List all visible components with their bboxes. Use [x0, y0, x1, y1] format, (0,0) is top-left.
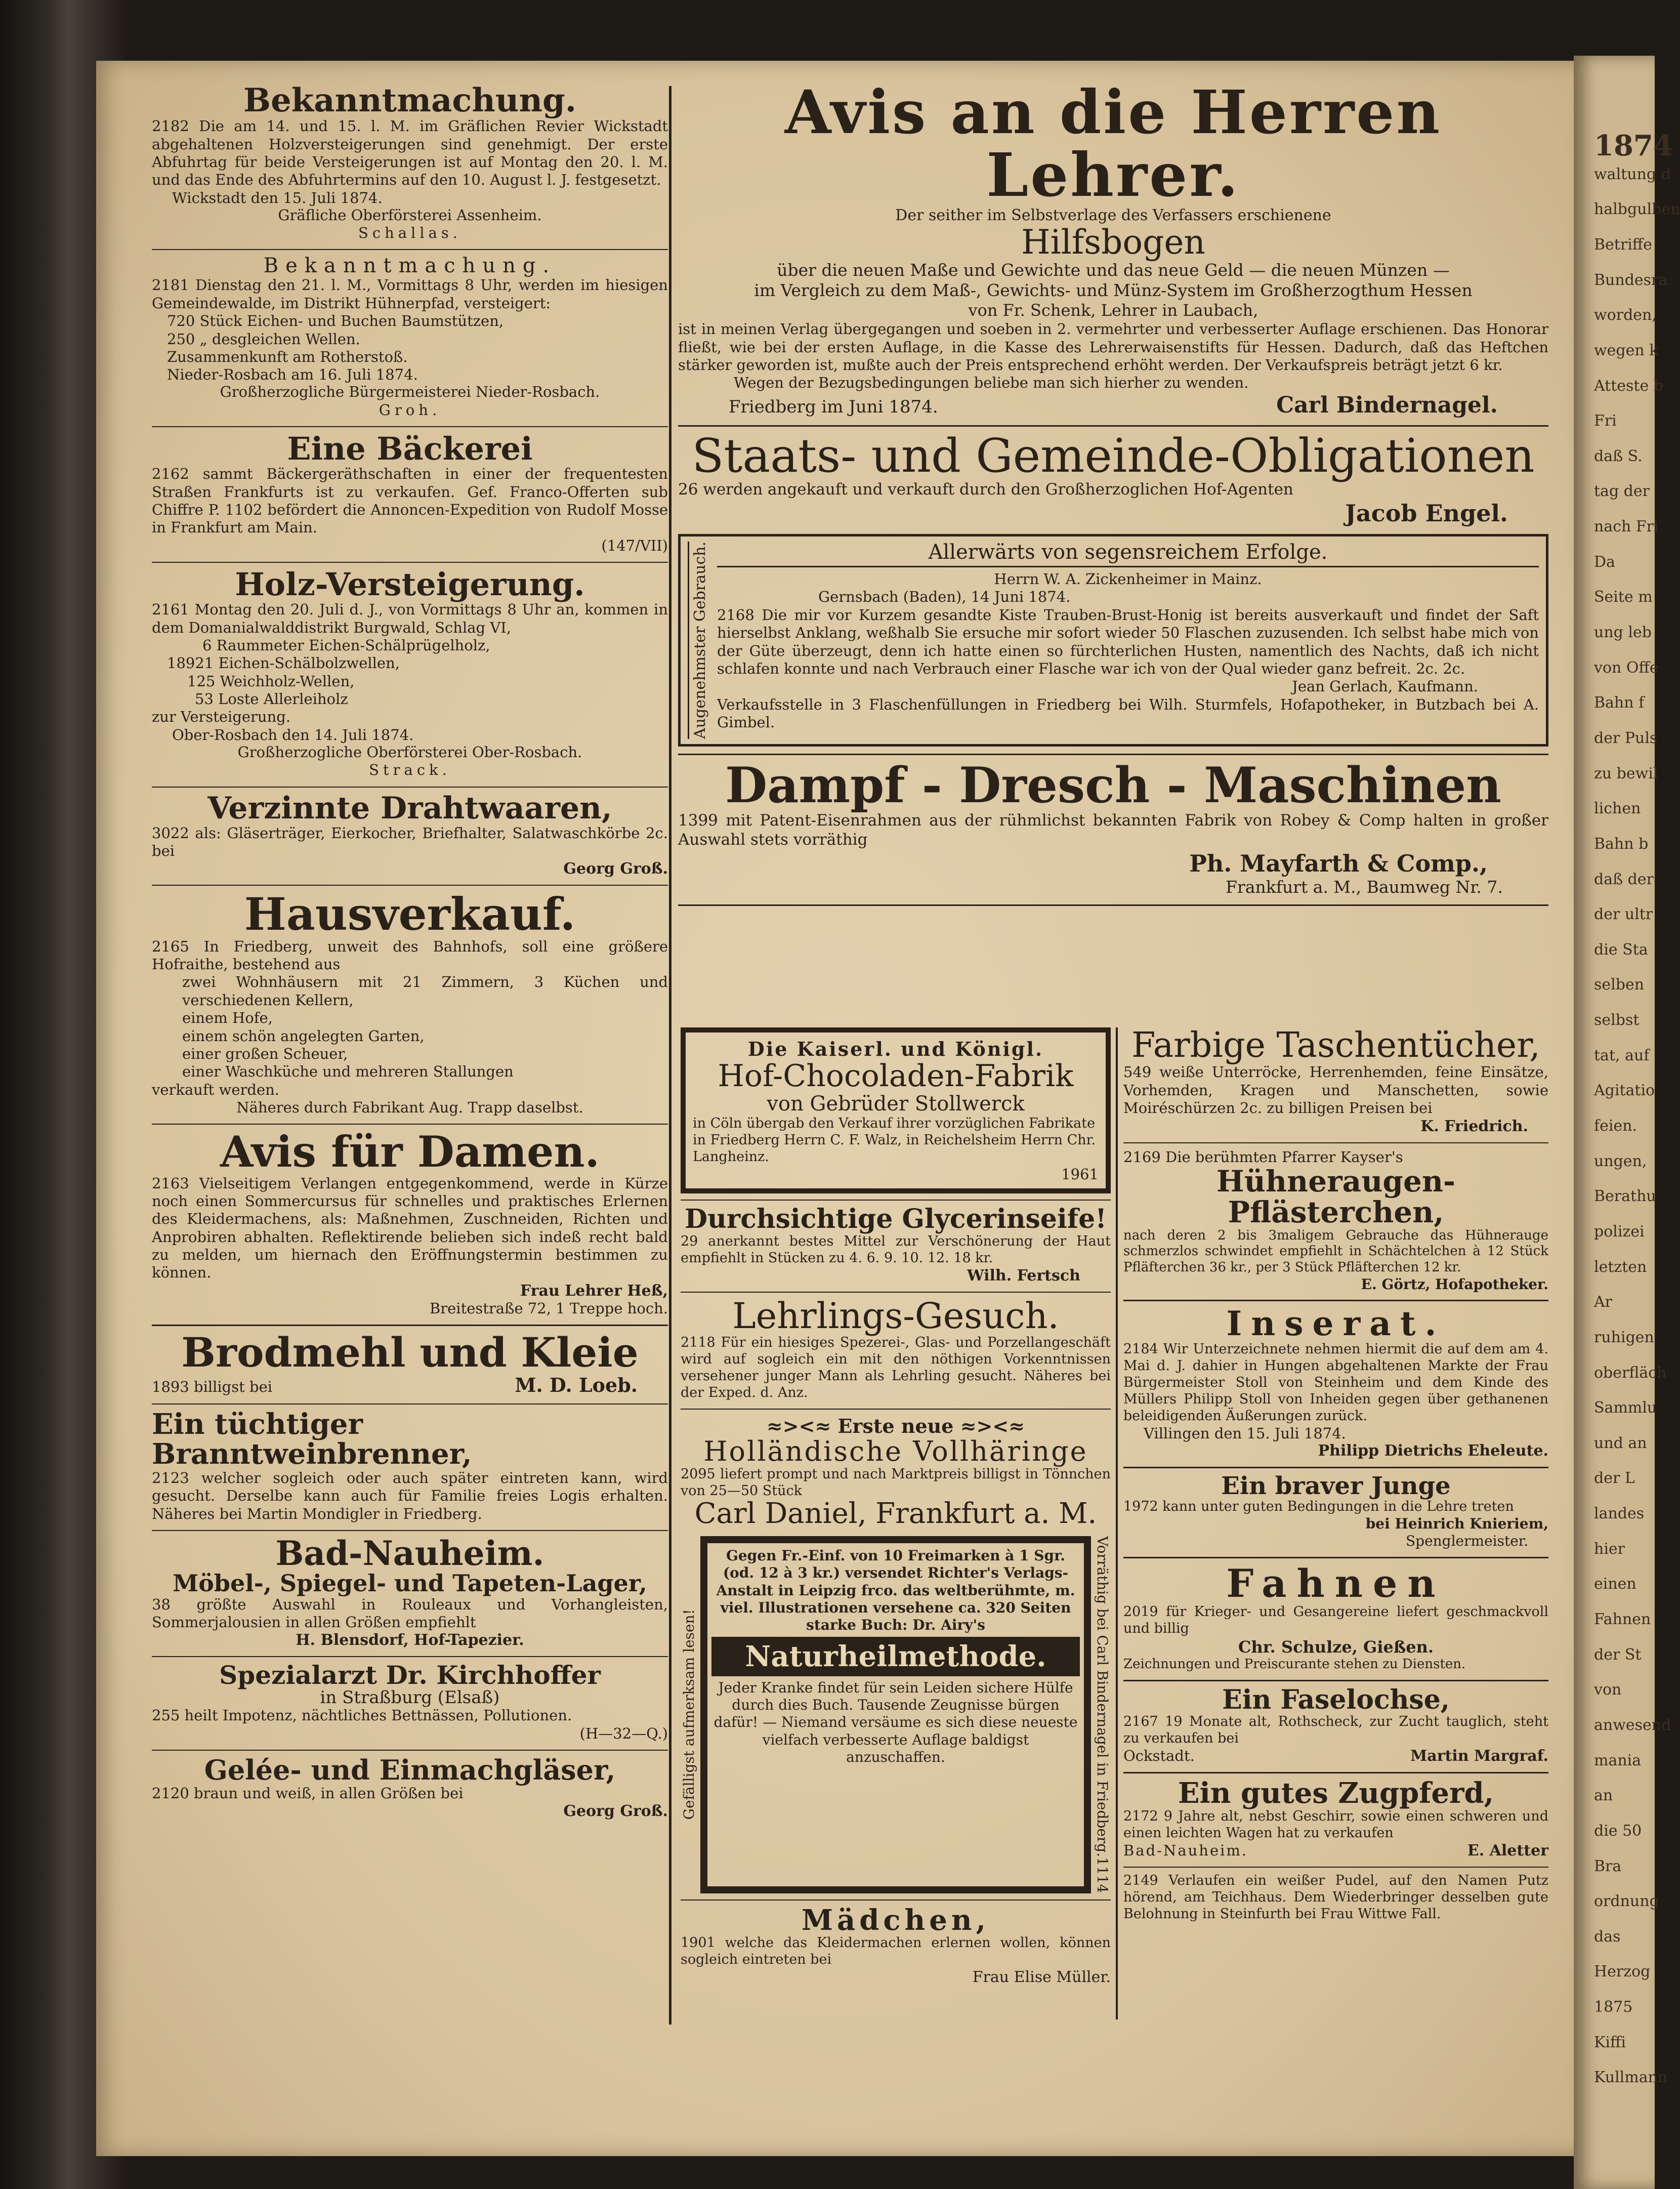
- ad-title: Eine Bäckerei: [287, 430, 533, 468]
- ad-subtitle: in Straßburg (Elsaß): [320, 1687, 500, 1708]
- adjacent-page-text: Berathu: [1594, 1187, 1656, 1205]
- ad-sign: E. Görtz, Hofapotheker.: [1361, 1275, 1548, 1293]
- ad-place: Ober-Rosbach den 14. Juli 1874.: [172, 726, 414, 744]
- ad-title: Spezialarzt Dr. Kirchhoffer: [219, 1660, 601, 1690]
- ad-title: Verzinnte Drahtwaaren,: [207, 790, 612, 826]
- ad-title: Hof-Chocoladen-Fabrik: [718, 1058, 1074, 1094]
- ad-text: 2168 Die mir vor Kurzem gesandte Kiste Trauben-Brust-Honig ist bereits ausverkauft und findet der Saft hierselbst Anklang, weßhalb Sie ersuche mir sofort wieder 50 Flaschen zuzusenden. Ich selbst habe mich von der Güte überzeugt, denn ich hatte einen so fürchterlichen Husten, namentlich des Nachts, daß ich nicht schlafen konnte und nach Verbrauch einer Flasche war ich von der Qual wieder ganz befreit. 2c. 2c.: [717, 606, 1539, 677]
- divider: [152, 562, 668, 563]
- ad-text: 29 anerkannt bestes Mittel zur Verschönerung der Haut empfiehlt in Stücken zu 4. 6. 9. 10. 12. 18 kr.: [681, 1233, 1111, 1266]
- ad-sign: Martin Margraf.: [1410, 1747, 1548, 1765]
- ad-hausverkauf: [152, 888, 668, 1117]
- column-rule: [669, 86, 671, 2025]
- ad-bekanntmachung-1: [152, 81, 668, 242]
- adjacent-page-text: Bundesra: [1594, 271, 1668, 289]
- ad-sign: Frau Lehrer Heß,: [520, 1282, 668, 1300]
- ad-item: Zusammenkunft am Rotherstoß.: [167, 348, 408, 365]
- ad-sign: Georg Groß.: [563, 1802, 668, 1821]
- ad-text: 2120 braun und weiß, in allen Größen bei: [152, 1784, 464, 1802]
- ad-glycerinseife: [681, 1206, 1111, 1284]
- divider: [152, 1750, 668, 1751]
- adjacent-page-text: daß S.: [1594, 447, 1643, 465]
- ad-pre-text: Erste neue: [837, 1414, 954, 1437]
- divider: [152, 1530, 668, 1531]
- adjacent-page-text: oberfläch: [1594, 1364, 1667, 1382]
- ad-item: 250 „ desgleichen Wellen.: [167, 330, 360, 348]
- adjacent-page-text: Betriffe: [1594, 236, 1652, 254]
- ad-ref: (147/VII): [601, 536, 668, 554]
- ad-title: Gelée- und Einmachgläser,: [204, 1754, 616, 1787]
- ad-sign: Ph. Mayfarth & Comp.,: [1189, 849, 1488, 877]
- ad-item: einem schön angelegten Garten,: [182, 1027, 425, 1045]
- ad-title: Holz-Versteigerung.: [235, 566, 585, 603]
- ad-text: 26 werden angekauft und verkauft durch den Großherzoglichen Hof-Agenten: [678, 480, 1293, 499]
- ad-text: 2163 Vielseitigem Verlangen entgegenkommend, werde in Kürze noch einen Sommercursus für schnelles und praktisches Erlernen des Kleidermachens, als: Maßnehmen, Zuschneiden, Richten und Anprobiren abhalten. Reflektirende belieben sich indeß recht bald zu melden, um hiernach den Eröffnungstermin bestimmen zu können.: [152, 1174, 668, 1282]
- ad-sign: K. Friedrich.: [1420, 1117, 1528, 1135]
- ad-subtitle: von Gebrüder Stollwerck: [767, 1092, 1025, 1116]
- adjacent-page-text: tag der: [1594, 482, 1650, 500]
- adjacent-page-fragment: [1574, 56, 1680, 2189]
- adjacent-page-text: Fahnen: [1594, 1610, 1651, 1628]
- adjacent-page-text: 1875: [1594, 1998, 1633, 2016]
- right-column-top: [678, 77, 1548, 1022]
- ad-text: Gegen Fr.-Einf. von 10 Freimarken à 1 Sgr. (od. 12 à 3 kr.) versendet Richter's Verlags-Anstalt in Leipzig frco. das weltberühmte, m. viel. Illustrationen versehene ca. 320 Seiten starke Buch: Dr. Airy's: [716, 1547, 1075, 1633]
- adjacent-page-text: nach Fri: [1594, 518, 1659, 535]
- ad-place: Wickstadt den 15. Juli 1874.: [172, 189, 383, 206]
- divider: [678, 904, 1548, 906]
- ad-head: Die Kaiserl. und Königl.: [747, 1038, 1044, 1060]
- ad-side-num: 1114: [1094, 1857, 1111, 1893]
- ad-text: ist in meinen Verlag übergegangen und soeben in 2. vermehrter und verbesserter Auflage erschienen. Das Honorar fließt, wie bei der ersten Auflage, in die Kasse des Lehrerwaisenstifts für Hessen. Dadurch, daß das Heftchen stärker geworden ist, mußte auch der Preis entsprechend erhöht werden. Der Verkaufspreis beträgt jetzt 6 kr.: [678, 320, 1548, 374]
- ad-item: 125 Weichholz-Wellen,: [187, 672, 355, 690]
- right-column-bottom: [681, 1027, 1548, 2030]
- divider: [152, 885, 668, 886]
- ad-line: im Vergleich zu dem Maß-, Gewichts- und Münz-System im Großherzogthum Hessen: [754, 280, 1473, 300]
- ad-holz-versteigerung: [152, 568, 668, 779]
- ad-sign: bei Heinrich Knieriem,: [1365, 1515, 1548, 1533]
- ad-text: 2182 Die am 14. und 15. l. M. im Gräflichen Revier Wickstadt abgehaltenen Holzversteigerungen sind genehmigt. Der erste Abfuhrtag für beide Versteigerungen ist auf Montag den 20. l. M. und das Ende des Abfuhrtermins auf den 10. August l. J. festgesetzt.: [152, 117, 668, 189]
- ad-pre: [681, 1415, 1111, 1437]
- adjacent-page-text: der St: [1594, 1646, 1642, 1664]
- ad-text: 2162 sammt Bäckergeräthschaften in einer der frequentesten Straßen Frankfurts ist zu verkaufen. Gef. Franco-Offerten sub Chiffre P. 1102 befördert die Annoncen-Expedition von Rudolf Mosse in Frankfurt am Main.: [152, 465, 668, 536]
- adjacent-page-text: der ultr: [1594, 905, 1653, 923]
- ad-side-label: Augenehmster Gebrauch.: [688, 542, 711, 739]
- ad-lehrlings-gesuch: [681, 1295, 1111, 1401]
- ad-sign: Jean Gerlach, Kaufmann.: [1292, 678, 1478, 695]
- ad-text: Jeder Kranke findet für sein Leiden sichere Hülfe durch dies Buch. Tausende Zeugnisse bürgen dafür! — Niemand versäume es sich diese neueste vielfach verbesserte Auflage baldigst anzuschaffen.: [713, 1679, 1078, 1765]
- adjacent-page-text: hier: [1594, 1540, 1625, 1558]
- adjacent-page-text: die Sta: [1594, 941, 1648, 959]
- ad-info: Näheres durch Fabrikant Aug. Trapp daselbst.: [236, 1099, 583, 1117]
- ad-sign: Großherzogliche Oberförsterei Ober-Rosbach.: [237, 743, 582, 761]
- ad-place: Friedberg im Juni 1874.: [729, 396, 938, 417]
- ad-title: Mädchen,: [801, 1903, 990, 1937]
- ad-title: Ein braver Junge: [1221, 1471, 1451, 1500]
- ad-sign: Carl Daniel, Frankfurt a. M.: [694, 1497, 1097, 1531]
- adjacent-page-text: selben: [1594, 976, 1645, 994]
- ad-item: zur Versteigerung.: [152, 708, 291, 726]
- ad-text: 2181 Dienstag den 21. l. M., Vormittags 8 Uhr, werden im hiesigen Gemeindewalde, im Distrikt Hühnerpfad, versteigert:: [152, 276, 668, 312]
- ad-title: Fahnen: [1226, 1561, 1446, 1606]
- adjacent-page-text: Bahn b: [1594, 835, 1649, 853]
- adjacent-page-text: Herzog: [1594, 1963, 1651, 1980]
- ad-sign: Georg Groß.: [563, 860, 668, 878]
- ad-sign-name: Groh.: [379, 401, 441, 419]
- adjacent-page-text: lichen: [1594, 800, 1641, 817]
- ad-item: 720 Stück Eichen- und Buchen Baumstützen,: [167, 312, 504, 330]
- divider: [1123, 1680, 1548, 1681]
- ad-fahnen: [1123, 1563, 1548, 1672]
- ad-subtitle: Möbel-, Spiegel- und Tapeten-Lager,: [173, 1570, 647, 1597]
- ad-text: 2118 Für ein hiesiges Spezerei-, Glas- und Porzellangeschäft wird auf sogleich ein mit den nöthigen Vorkenntnissen versehener junger Mann als Lehrling gesucht. Näheres bei der Exped. d. Anz.: [681, 1335, 1111, 1400]
- adjacent-page-text: waltung d: [1594, 166, 1671, 183]
- ad-title: Hühneraugen-Pflästerchen,: [1216, 1164, 1456, 1229]
- ad-addr: Breitestraße 72, 1 Treppe hoch.: [429, 1299, 668, 1317]
- ad-item: einer großen Scheuer,: [182, 1045, 348, 1062]
- ad-item: 6 Raummeter Eichen-Schälprügelholz,: [202, 636, 490, 654]
- ad-huehneraugen: [1123, 1148, 1548, 1293]
- divider: [681, 1409, 1111, 1410]
- ad-spezialarzt: [152, 1662, 668, 1743]
- adjacent-page-text: landes: [1594, 1505, 1645, 1522]
- adjacent-page-text: Ar: [1594, 1293, 1613, 1311]
- ad-title: Allerwärts von segensreichem Erfolge.: [717, 542, 1539, 567]
- divider: [678, 754, 1548, 755]
- adjacent-page-text: polizei: [1594, 1223, 1645, 1241]
- ad-title: Ein tüchtiger Branntweinbrenner,: [152, 1408, 472, 1471]
- adjacent-page-text: 1874: [1594, 129, 1673, 162]
- ad-sign-title: Spenglermeister.: [1405, 1533, 1528, 1550]
- ad-taschentuecher: [1123, 1027, 1548, 1135]
- adjacent-page-text: Kullmann: [1594, 2069, 1668, 2086]
- fish-icon: ≈><≈: [766, 1414, 838, 1437]
- ad-place: Villingen den 15. Juli 1874.: [1144, 1424, 1346, 1442]
- divider: [152, 249, 668, 250]
- ad-avis-damen: [152, 1127, 668, 1317]
- ad-place: Bad-Nauheim.: [1123, 1841, 1248, 1859]
- ad-text-tail: verkauft werden.: [152, 1081, 280, 1098]
- ad-text: 2161 Montag den 20. Juli d. J., von Vormittags 8 Uhr an, kommen in dem Domanialwalddistrikt Burgwald, Schlag VI,: [152, 601, 668, 636]
- ad-baeckerei: [152, 432, 668, 555]
- ad-recipient: Herrn W. A. Zickenheimer in Mainz.: [994, 570, 1262, 588]
- ad-text: 1972 kann unter guten Bedingungen in die Lehre treten: [1123, 1499, 1514, 1515]
- ad-sign-name: Schallas.: [358, 224, 461, 242]
- adjacent-page-text: die 50: [1594, 1822, 1642, 1840]
- ad-title: Holländische Vollhäringe: [703, 1435, 1088, 1467]
- ad-title: Farbige Taschentücher,: [1131, 1025, 1540, 1065]
- ad-text: 2149 Verlaufen ein weißer Pudel, auf den Namen Putz hörend, am Teichhaus. Dem Wiederbringer desselben gute Belohnung in Steinfurth bei Frau Wittwe Fall.: [1123, 1872, 1548, 1922]
- ad-title: Naturheilmethode.: [711, 1637, 1080, 1676]
- adjacent-page-text: daß der: [1594, 871, 1654, 888]
- divider: [1123, 1772, 1548, 1773]
- adjacent-page-text: Fri: [1594, 412, 1617, 430]
- divider: [1123, 1467, 1548, 1468]
- ad-braver-junge: [1123, 1473, 1548, 1550]
- ad-title: Bad-Nauheim.: [275, 1533, 544, 1573]
- ad-num: 1961: [1061, 1165, 1099, 1183]
- ad-title: Staats- und Gemeinde-Obligationen: [692, 428, 1535, 483]
- ad-text: 3022 als: Gläserträger, Eierkocher, Briefhalter, Salatwaschkörbe 2c. bei: [152, 824, 668, 859]
- ad-title: Avis für Damen.: [220, 1127, 600, 1177]
- ad-text: 2095 liefert prompt und nach Marktpreis billigst in Tönnchen von 25—50 Stück: [681, 1466, 1111, 1499]
- adjacent-page-text: ruhigen: [1594, 1329, 1654, 1346]
- adjacent-page-text: von Offe: [1594, 659, 1659, 677]
- fish-icon: ≈><≈: [960, 1414, 1025, 1437]
- adjacent-page-text: der Puls: [1594, 729, 1658, 747]
- adjacent-page-text: ung leb: [1594, 624, 1652, 641]
- ad-place: Ockstadt.: [1123, 1747, 1195, 1765]
- ad-addr: Frankfurt a. M., Baumweg Nr. 7.: [1226, 877, 1503, 897]
- ad-traubenhonig: [678, 534, 1548, 747]
- ad-item: 18921 Eichen-Schälbolzwellen,: [167, 654, 400, 672]
- ad-side-right: Vorräthig bei Carl Bindernagel in Friedberg.: [1094, 1536, 1111, 1857]
- ad-text: 1399 mit Patent-Eisenrahmen aus der rühmlichst bekannten Fabrik von Robey & Comp halten in großer Auswahl stets vorräthig: [678, 811, 1548, 849]
- ad-text: 2123 welcher sogleich oder auch später eintreten kann, wird gesucht. Derselbe kann auch für Familie freies Logis erhalten. Näheres bei Martin Mondigler in Friedberg.: [152, 1469, 668, 1522]
- divider: [1123, 1300, 1548, 1301]
- adjacent-page-text: der L: [1594, 1469, 1635, 1487]
- adjacent-page-text: Agitatio: [1594, 1082, 1655, 1099]
- ad-sale: Verkaufsstelle in 3 Flaschenfüllungen in Friedberg bei Wilh. Sturmfels, Hofapotheker, in Butzbach bei A. Gimbel.: [717, 695, 1539, 731]
- ad-title: Dampf - Dresch - Maschinen: [725, 757, 1501, 814]
- ad-intro: Der seither im Selbstverlage des Verfassers erschienene: [895, 206, 1331, 224]
- ad-text: Wegen der Bezugsbedingungen beliebe man sich hierher zu wenden.: [734, 374, 1249, 392]
- subcolumn-b: [1123, 1027, 1548, 1930]
- subcolumn-rule: [1116, 1027, 1118, 2019]
- divider: [152, 1656, 668, 1657]
- ad-title: Ein Faselochse,: [1222, 1684, 1450, 1715]
- ad-text: nach deren 2 bis 3maligem Gebrauche das Hühnerauge schmerzlos schwindet empfiehlt in Schächtelchen à 12 Stück Pfläfterchen 36 kr., per 3 Stück Pfläfterchen 12 kr.: [1123, 1227, 1548, 1275]
- adjacent-page-text: zu bewil: [1594, 765, 1658, 782]
- ad-text: 2019 für Krieger- und Gesangereine liefert geschmackvoll und billig: [1123, 1604, 1548, 1637]
- adjacent-page-text: selbst: [1594, 1011, 1640, 1029]
- adjacent-page-text: ungen,: [1594, 1152, 1647, 1170]
- divider: [1123, 1557, 1548, 1558]
- ad-sign: Frau Elise Müller.: [972, 1968, 1111, 1987]
- ad-inserat: [1123, 1303, 1548, 1460]
- ad-book-title: Hilfsbogen: [1021, 223, 1205, 262]
- ad-text: 2184 Wir Unterzeichnete nehmen hiermit die auf dem am 4. Mai d. J. dahier in Hungen abgehaltenen Markte der Frau Bürgermeister Stoll von Steinheim und dem Kinde des Müllers Philipp Stoll von Inheiden gegen über gethanenen beleidigenden Äußerungen zurück.: [1123, 1341, 1548, 1424]
- divider: [152, 426, 668, 427]
- adjacent-page-text: feien.: [1594, 1117, 1637, 1135]
- ad-text: 549 weiße Unterröcke, Herrenhemden, feine Einsätze, Vorhemden, Kragen und Manschetten, sowie Moiréschürzen 2c. zu billigen Preisen bei: [1123, 1063, 1548, 1117]
- ad-obligationen: [678, 428, 1548, 527]
- ad-place: Gernsbach (Baden), 14 Juni 1874.: [818, 588, 1071, 606]
- adjacent-page-text: Kiffi: [1594, 2034, 1626, 2051]
- ad-text: 2165 In Friedberg, unweit des Bahnhofs, soll eine größere Hofraithe, bestehend aus: [152, 937, 668, 973]
- ad-sign: Wilh. Fertsch: [967, 1266, 1080, 1285]
- ad-bekanntmachung-2: [152, 255, 668, 419]
- ad-sign: Philipp Dietrichs Eheleute.: [1318, 1441, 1548, 1460]
- ad-bad-nauheim: [152, 1533, 668, 1649]
- divider: [152, 1325, 668, 1326]
- adjacent-page-text: einen: [1594, 1575, 1636, 1593]
- ad-text: 1893 billigst bei: [152, 1378, 273, 1396]
- adjacent-page-text: letzten: [1594, 1258, 1647, 1276]
- ad-sign: Gräfliche Oberförsterei Assenheim.: [278, 206, 542, 224]
- ad-text: in Cöln übergab den Verkauf ihrer vorzüglichen Fabrikate in Friedberg Herrn C. F. Walz, in Reichelsheim Herrn Chr. Langheinz.: [693, 1116, 1096, 1165]
- ad-dampf-dresch: [678, 757, 1548, 897]
- adjacent-page-text: tat, auf: [1594, 1047, 1650, 1064]
- ad-sign-name: Strack.: [369, 761, 451, 779]
- left-column: [152, 81, 668, 2169]
- ad-sign: E. Aletter: [1467, 1841, 1548, 1860]
- ad-sign: Großherzogliche Bürgermeisterei Nieder-Rosbach.: [220, 383, 600, 401]
- adjacent-page-text: Da: [1594, 553, 1615, 571]
- divider: [678, 425, 1548, 427]
- adjacent-page-text: Seite m: [1594, 588, 1653, 606]
- ad-faselochse: [1123, 1686, 1548, 1765]
- ad-sign: Jacob Engel.: [1345, 500, 1508, 527]
- adjacent-page-text: das: [1594, 1928, 1621, 1946]
- ad-title: Durchsichtige Glycerinseife!: [684, 1204, 1107, 1235]
- ad-item: zwei Wohnhäusern mit 21 Zimmern, 3 Küchen und verschiedenen Kellern,: [182, 973, 668, 1009]
- ad-side-left: Gefälligst aufmerksam lesen!: [681, 1609, 697, 1821]
- adjacent-page-text: Atteste b: [1594, 377, 1663, 395]
- adjacent-page-text: Bra: [1594, 1857, 1622, 1875]
- adjacent-page-text: halbgulben: [1594, 200, 1680, 218]
- adjacent-page-text: Sammlu: [1594, 1399, 1657, 1417]
- ad-text: 2172 9 Jahre alt, nebst Geschirr, sowie einen schweren und einen leichten Wagen hat zu verkaufen: [1123, 1808, 1548, 1841]
- ad-vollhaeringe: [681, 1415, 1111, 1529]
- ad-maedchen: [681, 1903, 1111, 1987]
- ad-item: 53 Loste Allerleiholz: [195, 690, 348, 708]
- adjacent-page-text: mania: [1594, 1752, 1642, 1769]
- divider: [152, 787, 668, 788]
- adjacent-page-text: worden,: [1594, 306, 1657, 324]
- ad-naturheilmethode: [681, 1536, 1111, 1893]
- ad-stollwerck: [681, 1027, 1111, 1193]
- ad-title: Bekanntmachung.: [263, 254, 557, 278]
- ad-item: einer Waschküche und mehreren Stallungen: [182, 1063, 514, 1081]
- ad-natur-box: [700, 1536, 1091, 1893]
- ad-drahtwaaren: [152, 790, 668, 878]
- ad-zugpferd: [1123, 1779, 1548, 1860]
- ad-geleeglaeser: [152, 1756, 668, 1820]
- ad-place: Nieder-Rosbach am 16. Juli 1874.: [167, 366, 418, 384]
- divider: [152, 1403, 668, 1405]
- ad-title: Hausverkauf.: [244, 888, 576, 941]
- adjacent-page-text: Bahn f: [1594, 694, 1645, 712]
- divider: [152, 1124, 668, 1125]
- adjacent-page-text: und an: [1594, 1434, 1647, 1452]
- subcolumn-a: [681, 1027, 1111, 1994]
- adjacent-page-text: von: [1594, 1681, 1622, 1699]
- ad-title: Inserat.: [1226, 1303, 1446, 1343]
- divider: [1123, 1867, 1548, 1868]
- ad-avis-lehrer: [678, 77, 1548, 418]
- ad-line: über die neuen Maße und Gewichte und das neue Geld — die neuen Münzen —: [777, 260, 1450, 280]
- ad-sign: M. D. Loeb.: [515, 1374, 638, 1397]
- ad-note: Zeichnungen und Preiscurante stehen zu Diensten.: [1123, 1657, 1466, 1672]
- ad-text: 38 größte Auswahl in Rouleaux und Vorhangleisten, Sommerjalousien in allen Größen empfiehlt: [152, 1595, 668, 1631]
- adjacent-page-text: ordnung: [1594, 1892, 1659, 1910]
- ad-pre: 2169 Die berühmten Pfarrer Kayser's: [1123, 1148, 1403, 1166]
- ad-sign: Carl Bindernagel.: [1276, 392, 1498, 418]
- ad-title: Brodmehl und Kleie: [181, 1329, 639, 1377]
- adjacent-page-text: wegen k: [1594, 342, 1659, 359]
- ad-sign: Chr. Schulze, Gießen.: [1238, 1637, 1434, 1657]
- ad-branntweinbrenner: [152, 1410, 668, 1523]
- ad-ref: (H—32—Q.): [579, 1724, 668, 1742]
- ad-sign: H. Blensdorf, Hof-Tapezier.: [296, 1631, 524, 1649]
- ad-title: Ein gutes Zugpferd,: [1178, 1777, 1494, 1810]
- divider: [1123, 1142, 1548, 1143]
- ad-item: einem Hofe,: [182, 1009, 273, 1027]
- ad-text: 1901 welche das Kleidermachen erlernen wollen, können sogleich eintreten bei: [681, 1935, 1111, 1968]
- ad-pudel: [1123, 1873, 1548, 1923]
- ad-line: von Fr. Schenk, Lehrer in Laubach,: [968, 301, 1258, 320]
- adjacent-page-text: anwesend: [1594, 1716, 1671, 1734]
- ad-title: Bekanntmachung.: [243, 81, 577, 119]
- ad-title: Avis an die Herren Lehrer.: [784, 77, 1442, 210]
- ad-text: 255 heilt Impotenz, nächtliches Bettnässen, Pollutionen.: [152, 1707, 572, 1724]
- ad-brodmehl: [152, 1331, 668, 1396]
- divider: [681, 1899, 1111, 1901]
- ad-text: 2167 19 Monate alt, Rothscheck, zur Zucht tauglich, steht zu verkaufen bei: [1123, 1714, 1548, 1747]
- ad-title: Lehrlings-Gesuch.: [732, 1295, 1059, 1337]
- divider: [681, 1292, 1111, 1293]
- adjacent-page-text: an: [1594, 1787, 1613, 1804]
- divider: [681, 1200, 1111, 1201]
